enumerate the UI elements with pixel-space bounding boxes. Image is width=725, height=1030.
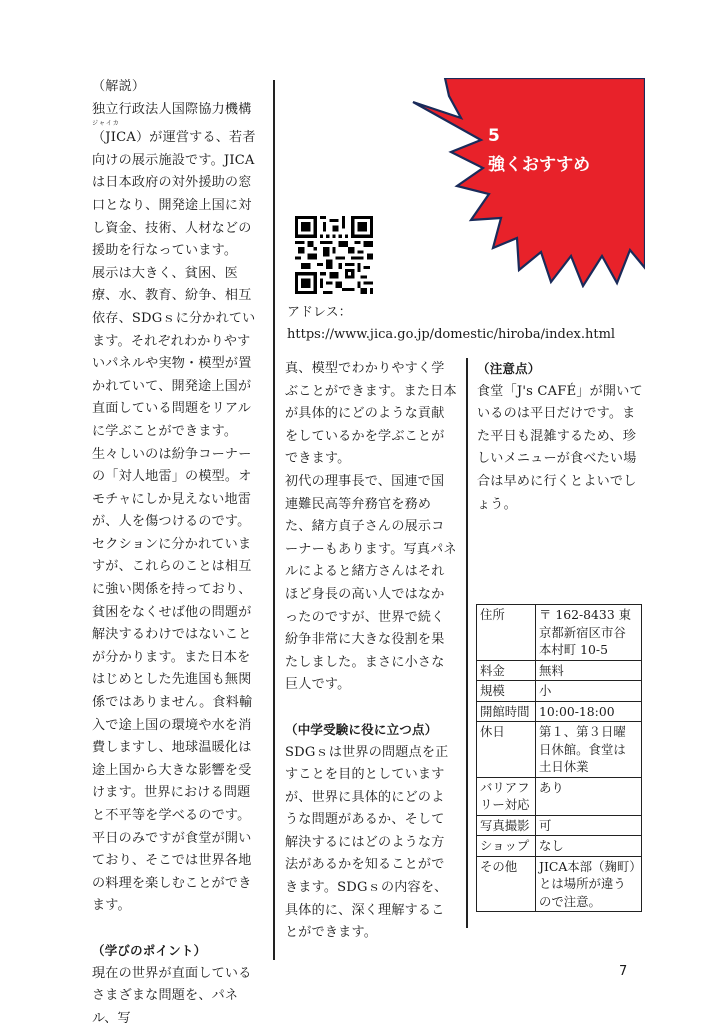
qr-code-icon [295,216,373,294]
commentary-paragraph-4: 平日のみですが食堂が開いており、そこでは世界各地の料理を楽しむことができます。 [92,830,252,914]
info-value: JICA本部（麹町）とは場所が違うので注意。 [536,856,642,912]
info-key: 写真撮影 [477,815,536,836]
table-row [477,660,642,681]
recommendation-burst [405,78,645,288]
learning-points-heading: （学びのポイント） [92,942,207,958]
middle-paragraph-3: SDGｓは世界の問題点を正すことを目的としていますが、世界に具体的にどのような問題があるか、そして解決するにはどのような方法があるかを知ることができます。SDGｓの内容を、具体的に、深く理解することができます。 [285,744,449,941]
column-divider-right [466,358,468,928]
notes-column [477,358,647,516]
notes-paragraph: 食堂「J's CAFÉ」が開いているのは平日だけです。また平日も混雑するため、珍しいメニューが食べたい場合は早めに行くとよいでしょう。 [477,383,643,512]
table-row [477,701,642,722]
facility-info-table [476,604,642,912]
info-value: あり [536,777,642,815]
commentary-paragraph-1: （JICA）が運営する、若者向けの展示施設です。JICAは日本政府の対外援助の窓口となり、開発途上国に対し資金、技術、人材などの援助を行なっています。 [92,130,256,259]
info-key: 開館時間 [477,701,536,722]
page-number: 7 [619,964,628,979]
column-divider-left [273,80,275,960]
info-value: 10:00-18:00 [536,701,642,722]
commentary-column [92,76,262,1030]
table-row [477,777,642,815]
info-key: バリアフリー対応 [477,777,536,815]
info-key: 規模 [477,681,536,702]
table-row [477,605,642,661]
table-row [477,722,642,778]
info-value: 第１、第３日曜日休館。食堂は土日休業 [536,722,642,778]
middle-paragraph-2: 初代の理事長で、国連で国連難民高等弁務官を務めた、緒方貞子さんの展示コーナーもあります。写真パネルによると緒方さんはそれほど身長の高い人ではなかったのですが、世界で続く紛争非常に大きな役割を果たしました。まさに小さな巨人です。 [285,473,457,693]
middle-column [285,358,457,945]
info-value: 〒 162-8433 東京都新宿区市谷本村町 10-5 [536,605,642,661]
commentary-paragraph-3: セクションに分かれていますが、これらのことは相互に強い関係を持っており、貧困をなくせば他の問題が解決するわけではないことが分かります。また日本をはじめとした先進国も無関係ではありません。食料輸入で途上国の環境や水を消費しますし、地球温暖化は途上国から大きな影響を受けます。世界における問題と不平等を学べるのです。 [92,536,253,823]
commentary-heading: （解説） [92,79,146,94]
burst-number: 5 [488,126,500,146]
info-key: 料金 [477,660,536,681]
burst-label: 強くおすすめ [488,155,591,175]
table-row [477,681,642,702]
info-key: その他 [477,856,536,912]
address-label: アドレス： [287,305,352,320]
info-key: 休日 [477,722,536,778]
info-key: ショップ [477,836,536,857]
notes-heading: （注意点） [477,361,541,376]
table-row [477,815,642,836]
table-row [477,836,642,857]
info-key: 住所 [477,605,536,661]
info-value: なし [536,836,642,857]
jica-ruby: ジャイカ [92,120,120,128]
table-row [477,856,642,912]
info-value: 無料 [536,660,642,681]
middle-paragraph-1: 真、模型でわかりやすく学ぶことができます。また日本が具体的にどのような貢献をしているかを学ぶことができます。 [285,361,457,467]
org-line: 独立行政法人国際協力機構 [92,101,252,117]
exam-heading: （中学受験に役に立つ点） [285,721,438,737]
address-url[interactable]: https://www.jica.go.jp/domestic/hiroba/index.html [287,327,616,342]
info-value: 小 [536,681,642,702]
learning-points-paragraph: 現在の世界が直面しているさまざまな問題を、パネル、写 [92,965,252,1026]
commentary-paragraph-2: 展示は大きく、貧困、医療、水、教育、紛争、相互依存、SDGｓに分かれています。それぞれわかりやすいパネルや実物・模型が置かれていて、開発途上国が直面している問題をリアルに学ぶことができます。生々しいのは紛争コーナーの「対人地雷」の模型。オモチャにしか見えない地雷が、人を傷つけるのです。 [92,265,256,530]
info-value: 可 [536,815,642,836]
